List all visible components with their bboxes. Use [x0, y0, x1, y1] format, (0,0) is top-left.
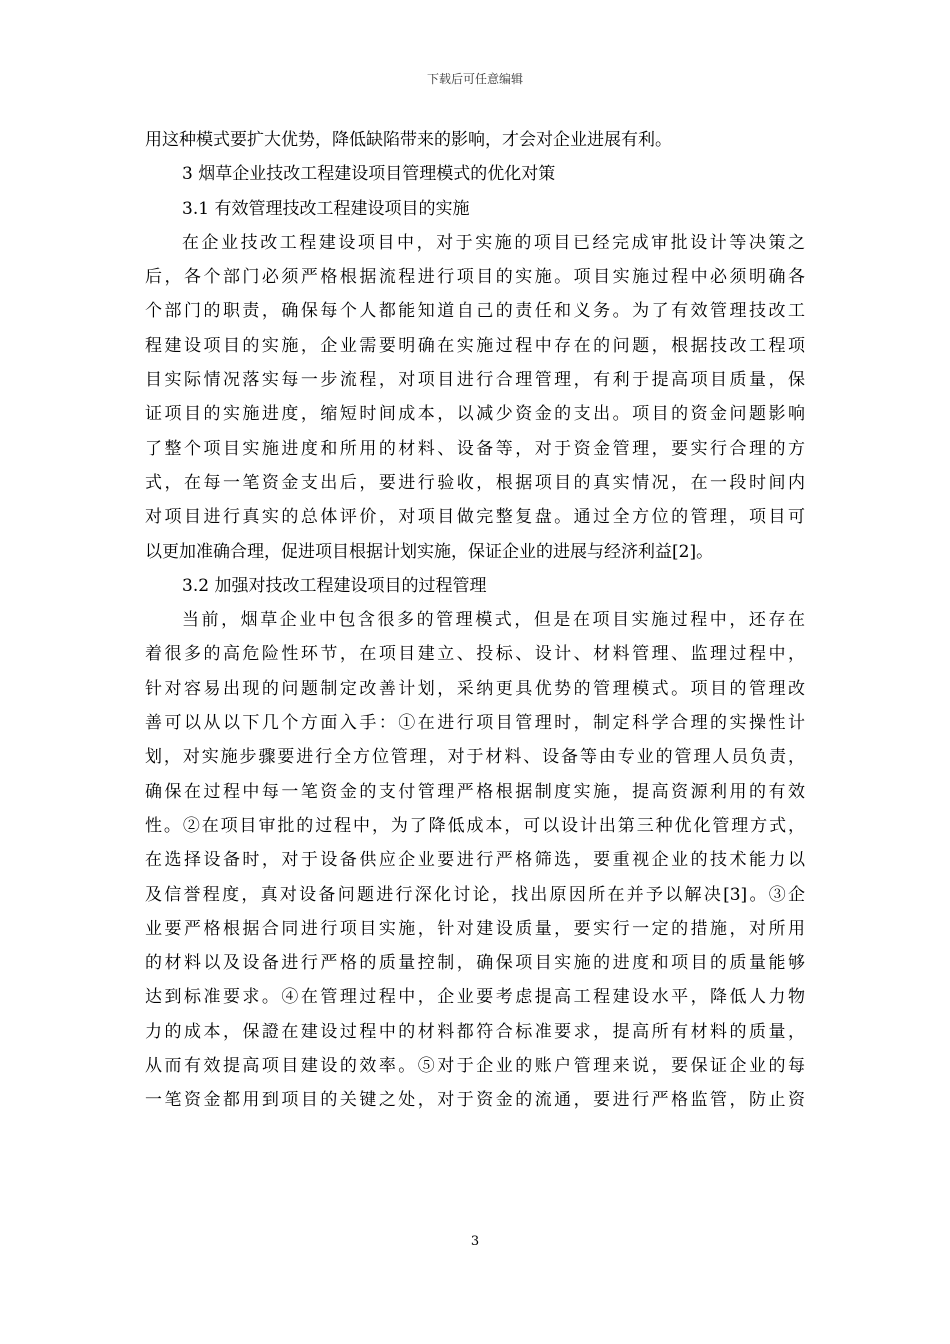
subsection-heading-3-1: 3.1 有效管理技改工程建设项目的实施: [182, 198, 470, 219]
paragraph-line: 式，在每一笔资金支出后，要进行验收，根据项目的真实情况，在一段时间内: [145, 472, 805, 493]
paragraph-3-1: [145, 226, 805, 569]
paragraph-line: 以更加准确合理，促进项目根据计划实施，保证企业的进展与经济利益[2]。: [145, 541, 714, 562]
paragraph-line: 后，各个部门必须严格根据流程进行项目的实施。项目实施过程中必须明确各: [145, 267, 805, 288]
paragraph-line: 目实际情况落实每一步流程，对项目进行合理管理，有利于提高项目质量，保: [145, 370, 805, 391]
paragraph-line: 善可以从以下几个方面入手：①在进行项目管理时，制定科学合理的实操性计: [145, 713, 805, 734]
paragraph-line: 了整个项目实施进度和所用的材料、设备等，对于资金管理，要实行合理的方: [145, 438, 805, 459]
paragraph-line: 从而有效提高项目建设的效率。⑤对于企业的账户管理来说，要保证企业的每: [145, 1056, 805, 1077]
paragraph-line: 用这种模式要扩大优势，降低缺陷带来的影响，才会对企业进展有利。: [145, 130, 672, 150]
paragraph-line: 针对容易出现的问题制定改善计划，采纳更具优势的管理模式。项目的管理改: [145, 678, 805, 699]
paragraph-line: 在选择设备时，对于设备供应企业要进行严格筛选，要重视企业的技术能力以: [145, 850, 805, 871]
section-heading-3: 3 烟草企业技改工程建设项目管理模式的优化对策: [182, 164, 556, 185]
page-number: 3: [470, 1234, 480, 1249]
paragraph-line: 力的成本，保證在建设过程中的材料都符合标准要求，提高所有材料的质量，: [145, 1021, 805, 1042]
paragraph-line: 着很多的高危险性环节，在项目建立、投标、设计、材料管理、监理过程中，: [145, 644, 805, 665]
paragraph-line: 一笔资金都用到项目的关键之处，对于资金的流通，要进行严格监管，防止资: [145, 1090, 805, 1111]
subsection-heading-3-2: 3.2 加强对技改工程建设项目的过程管理: [182, 575, 487, 596]
paragraph-line: 在企业技改工程建设项目中，对于实施的项目已经完成审批设计等决策之: [182, 232, 805, 253]
paragraph-line: 及信誉程度，真对设备问题进行深化讨论，找出原因所在并予以解决[3]。③企: [145, 884, 805, 905]
paragraph-line: 对项目进行真实的总体评价，对项目做完整复盘。通过全方位的管理，项目可: [145, 507, 805, 528]
document-body: [145, 123, 805, 1118]
paragraph-line: 证项目的实施进度，缩短时间成本，以减少资金的支出。项目的资金问题影响: [145, 404, 805, 425]
paragraph-line: 确保在过程中每一笔资金的支付管理严格根据制度实施，提高资源利用的有效: [145, 781, 805, 802]
paragraph-line: 性。②在项目审批的过程中，为了降低成本，可以设计出第三种优化管理方式，: [145, 815, 805, 836]
paragraph-line: 业要严格根据合同进行项目实施，针对建设质量，要实行一定的措施，对所用: [145, 918, 805, 939]
paragraph-line: 的材料以及设备进行严格的质量控制，确保项目实施的进度和项目的质量能够: [145, 953, 805, 974]
paragraph-3-2: [145, 603, 805, 1117]
paragraph-line: 划，对实施步骤要进行全方位管理，对于材料、设备等由专业的管理人员负责，: [145, 747, 805, 768]
paragraph-line: 达到标准要求。④在管理过程中，企业要考虑提高工程建设水平，降低人力物: [145, 987, 805, 1008]
paragraph-line: 当前，烟草企业中包含很多的管理模式，但是在项目实施过程中，还存在: [182, 610, 805, 631]
paragraph-line: 程建设项目的实施，企业需要明确在实施过程中存在的问题，根据技改工程项: [145, 335, 805, 356]
paragraph-line: 个部门的职责，确保每个人都能知道自己的责任和义务。为了有效管理技改工: [145, 301, 805, 322]
page-header: 下载后可任意编辑: [426, 72, 523, 86]
